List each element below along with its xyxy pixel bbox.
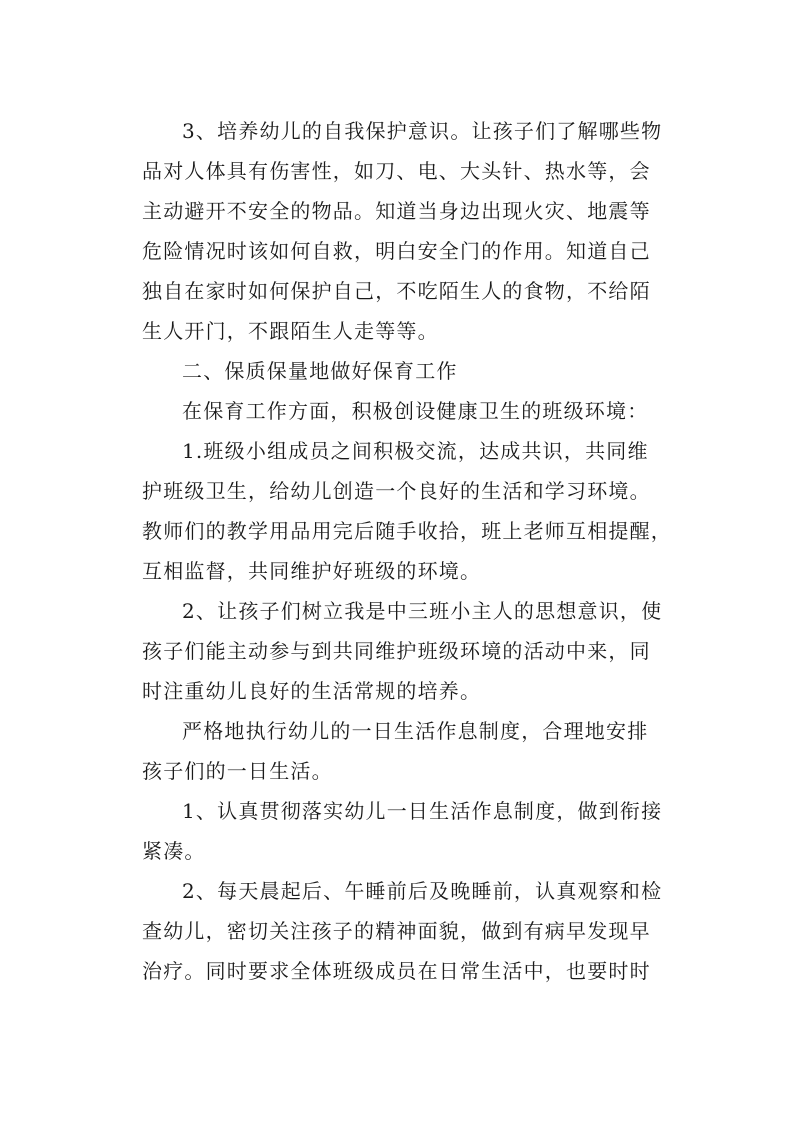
- text-line: 治疗。同时要求全体班级成员在日常生活中，也要时时: [142, 959, 651, 983]
- text-line: 在保育工作方面，积极创设健康卫生的班级环境：: [182, 399, 649, 423]
- paragraph-intro: [142, 391, 662, 431]
- paragraph-schedule-item-2: [142, 871, 662, 991]
- text-line: 危险情况时该如何自救，明白安全门的作用。知道自己: [142, 239, 651, 263]
- text-line: 主动避开不安全的物品。知道当身边出现火灾、地震等: [142, 199, 651, 223]
- text-line: 时注重幼儿良好的生活常规的培养。: [142, 679, 482, 703]
- document-body: [142, 111, 672, 991]
- paragraph-self-protection: [142, 111, 662, 351]
- text-line: 品对人体具有伤害性，如刀、电、大头针、热水等，会: [142, 159, 651, 183]
- text-line: 紧凑。: [142, 839, 206, 863]
- text-line: 互相监督，共同维护好班级的环境。: [142, 559, 482, 583]
- text-line: 1.班级小组成员之间积极交流，达成共识，共同维: [182, 439, 649, 463]
- text-line: 1、认真贯彻落实幼儿一日生活作息制度，做到衔接: [182, 799, 663, 823]
- text-line: 生人开门，不跟陌生人走等等。: [142, 319, 439, 343]
- paragraph-item-2: [142, 591, 662, 711]
- text-line: 2、每天晨起后、午睡前后及晚睡前，认真观察和检: [182, 879, 663, 903]
- text-line: 严格地执行幼儿的一日生活作息制度，合理地安排: [182, 719, 649, 743]
- text-line: 护班级卫生，给幼儿创造一个良好的生活和学习环境。: [142, 479, 651, 503]
- heading-text: 二、保质保量地做好保育工作: [182, 359, 458, 383]
- text-line: 孩子们能主动参与到共同维护班级环境的活动中来，同: [142, 639, 651, 663]
- paragraph-schedule-item-1: [142, 791, 662, 871]
- text-line: 3、培养幼儿的自我保护意识。让孩子们了解哪些物: [182, 119, 663, 143]
- text-line: 独自在家时如何保护自己，不吃陌生人的食物，不给陌: [142, 279, 651, 303]
- text-line: 2、让孩子们树立我是中三班小主人的思想意识，使: [182, 599, 663, 623]
- text-line: 孩子们的一日生活。: [142, 759, 333, 783]
- paragraph-item-1: [142, 431, 672, 591]
- section-heading: [142, 351, 662, 391]
- paragraph-schedule: [142, 711, 662, 791]
- text-line: 教师们的教学用品用完后随手收拾，班上老师互相提醒，: [142, 519, 672, 543]
- text-line: 查幼儿，密切关注孩子的精神面貌，做到有病早发现早: [142, 919, 651, 943]
